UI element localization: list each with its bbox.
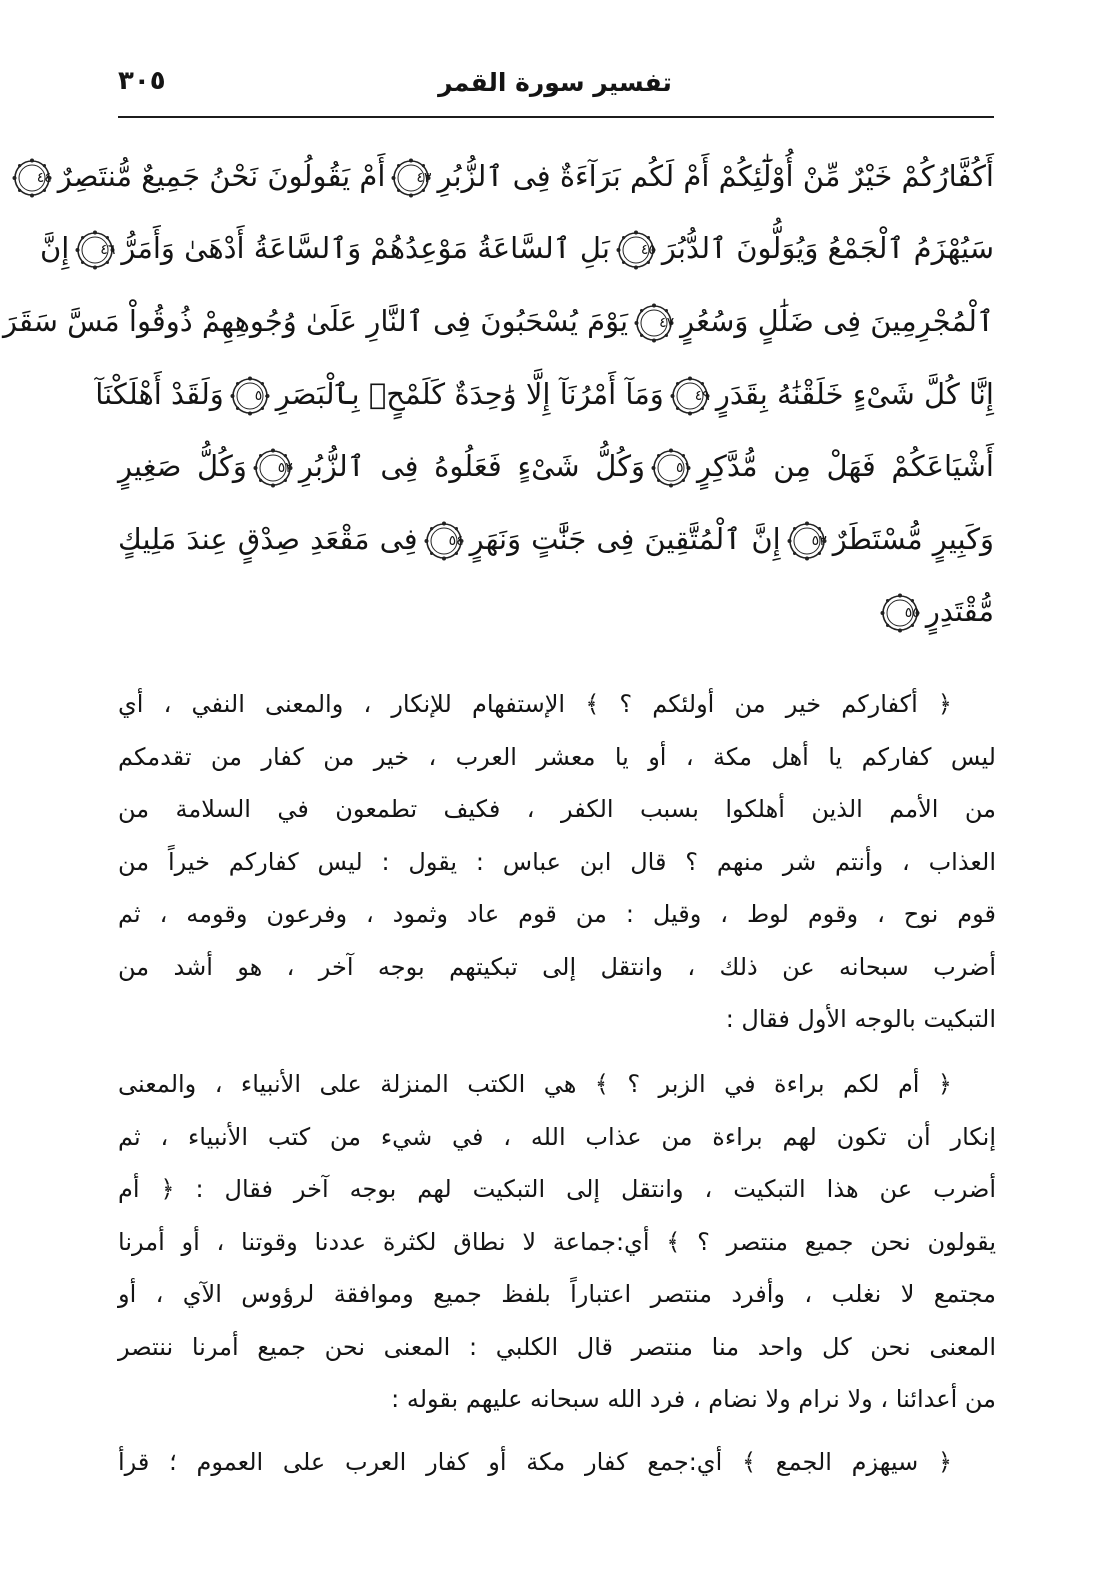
quran-line: [36, 140, 994, 212]
commentary-line: ليس كفاركم يا أهل مكة ، أو يا معشر العرب ، خير من كفار من تقدمكم: [118, 742, 996, 771]
commentary-line: قوم نوح ، وقوم لوط ، وقيل : من قوم عاد وثمود ، وفرعون وقومه ، ثم: [118, 900, 996, 928]
ayah-end-marker-icon: [75, 230, 115, 270]
ayah-text: وَكَبِيرٍ مُّسْتَطَرٌ: [832, 522, 995, 556]
ayah-text: أَكُفَّارُكُمْ خَيْرٌ مِّنْ أُوْلَٰٓئِكُمْ أَمْ لَكُم بَرَآءَةٌ فِى ٱلزُّبُرِ: [437, 159, 994, 193]
ayah-end-marker-icon: [787, 521, 827, 561]
ayah-text: وَكُلُّ صَغِيرٍ: [118, 449, 247, 483]
quran-line: [118, 503, 994, 575]
quran-line: [39, 212, 994, 284]
running-title: تفسير سورة القمر: [438, 68, 672, 97]
ayah-text: إِنَّا كُلَّ شَىْءٍ خَلَقْنَٰهُ بِقَدَرٍ: [715, 377, 994, 411]
commentary-line: العذاب ، وأنتم شر منهم ؟ قال ابن عباس : يقول : ليس كفاركم خيراً من: [118, 847, 996, 876]
ayah-text: أَمْ يَقُولُونَ نَحْنُ جَمِيعٌ مُّنتَصِرٌ: [57, 159, 386, 193]
quran-line: [95, 358, 994, 430]
ayah-text: سَيُهْزَمُ ٱلْجَمْعُ وَيُوَلُّونَ ٱلدُّبُرَ: [661, 231, 994, 265]
ayah-number: ٤٤: [36, 170, 52, 186]
ayah-end-marker-icon: [12, 158, 52, 198]
ayah-end-marker-icon: [391, 158, 431, 198]
commentary-line: يقولون نحن جميع منتصر ؟ ﴾ أي:جماعة لا نطاق لكثرة عددنا وقوتنا ، أو أمرنا: [118, 1227, 996, 1256]
ayah-end-marker-icon: [634, 303, 674, 343]
ayah-number: ٤٩: [694, 388, 710, 404]
commentary-line: من الأمم الذين أهلكوا بسبب الكفر ، فكيف تطمعون في السلامة من: [118, 795, 996, 823]
commentary-line: التبكيت بالوجه الأول فقال :: [725, 1005, 996, 1033]
ayah-end-marker-icon: [670, 376, 710, 416]
commentary-line: إنكار أن تكون لهم براءة من عذاب الله ، في شيء من كتب الأنبياء ، ثم: [118, 1122, 996, 1151]
quran-line: [2, 285, 994, 357]
ayah-end-marker-icon: [253, 448, 293, 488]
ayah-text: وَكُلُّ شَىْءٍ فَعَلُوهُ فِى ٱلزُّبُرِ: [298, 449, 646, 483]
ayah-text: مُّقْتَدِرٍ: [925, 594, 994, 628]
ayah-end-marker-icon: [616, 230, 656, 270]
page-header: [118, 62, 992, 106]
ayah-number: ٤٣: [416, 170, 432, 186]
commentary-line: أضرب عن هذا التبكيت ، وانتقل إلى التبكيت لهم بوجه آخر فقال : ﴿ أم: [118, 1175, 996, 1203]
ayah-text: يَوْمَ يُسْحَبُونَ فِى ٱلنَّارِ عَلَىٰ وُجُوهِهِمْ ذُوقُواْ مَسَّ سَقَرَ: [2, 304, 629, 338]
ayah-number: ٤٥: [640, 242, 656, 258]
page-number: ٣٠٥: [118, 66, 166, 96]
commentary-line: من أعدائنا ، ولا نرام ولا نضام ، فرد الله سبحانه عليهم بقوله :: [391, 1385, 996, 1413]
commentary-line: ﴿ أم لكم براءة في الزبر ؟ ﴾ هي الكتب المنزلة على الأنبياء ، والمعنى: [118, 1070, 952, 1098]
commentary-line: مجتمع لا نغلب ، وأفرد منتصر اعتباراً بلفظ جميع وموافقة لرؤوس الآي ، أو: [118, 1280, 996, 1308]
header-rule: [118, 116, 994, 118]
ayah-number: ٥٣: [811, 533, 827, 549]
ayah-text: بَلِ ٱلسَّاعَةُ مَوْعِدُهُمْ وَٱلسَّاعَةُ أَدْهَىٰ وَأَمَرُّ: [121, 231, 610, 265]
ayah-end-marker-icon: [880, 593, 920, 633]
ayah-text: إِنَّ: [39, 231, 70, 265]
ayah-text: ٱلْمُجْرِمِينَ فِى ضَلَٰلٍ وَسُعُرٍ: [680, 304, 994, 338]
ayah-end-marker-icon: [230, 376, 270, 416]
ayah-text: فِى مَقْعَدِ صِدْقٍ عِندَ مَلِيكٍ: [118, 522, 418, 556]
ayah-number: ٥٢: [277, 460, 293, 476]
quran-line: [118, 430, 994, 502]
ayah-number: ٥٠: [254, 388, 270, 404]
ayah-number: ٥٤: [448, 533, 464, 549]
quran-verses-block: [2, 130, 995, 650]
ayah-number: ٥١: [675, 460, 692, 476]
commentary-line: المعنى نحن كل واحد منا منتصر قال الكلبي : المعنى نحن جميع أمرنا ننتصر: [118, 1332, 996, 1361]
ayah-number: ٥٥: [904, 605, 920, 621]
commentary-line: ﴿ سيهزم الجمع ﴾ أي:جمع كفار مكة أو كفار العرب على العموم ؛ قرأ: [118, 1448, 952, 1476]
ayah-end-marker-icon: [424, 521, 464, 561]
ayah-text: وَلَقَدْ أَهْلَكْنَآ: [95, 377, 224, 411]
commentary-line: أضرب سبحانه عن ذلك ، وانتقل إلى تبكيتهم بوجه آخر ، هو أشد من: [118, 952, 996, 981]
quran-line: [118, 575, 994, 647]
ayah-text: وَمَآ أَمْرُنَآ إِلَّا وَٰحِدَةٌ كَلَمْحٍۭ بِٱلْبَصَرِ: [275, 377, 664, 411]
ayah-text: أَشْيَاعَكُمْ فَهَلْ مِن مُّدَّكِرٍ: [697, 449, 994, 483]
ayah-number: ٤٧: [659, 315, 675, 331]
commentary-line: ﴿ أكفاركم خير من أولئكم ؟ ﴾ الإستفهام للإنكار ، والمعنى النفي ، أي: [118, 690, 952, 718]
ayah-number: ٤٦: [100, 242, 116, 258]
ayah-end-marker-icon: [651, 448, 691, 488]
ayah-text: إِنَّ ٱلْمُتَّقِينَ فِى جَنَّٰتٍ وَنَهَرٍ: [469, 522, 781, 556]
